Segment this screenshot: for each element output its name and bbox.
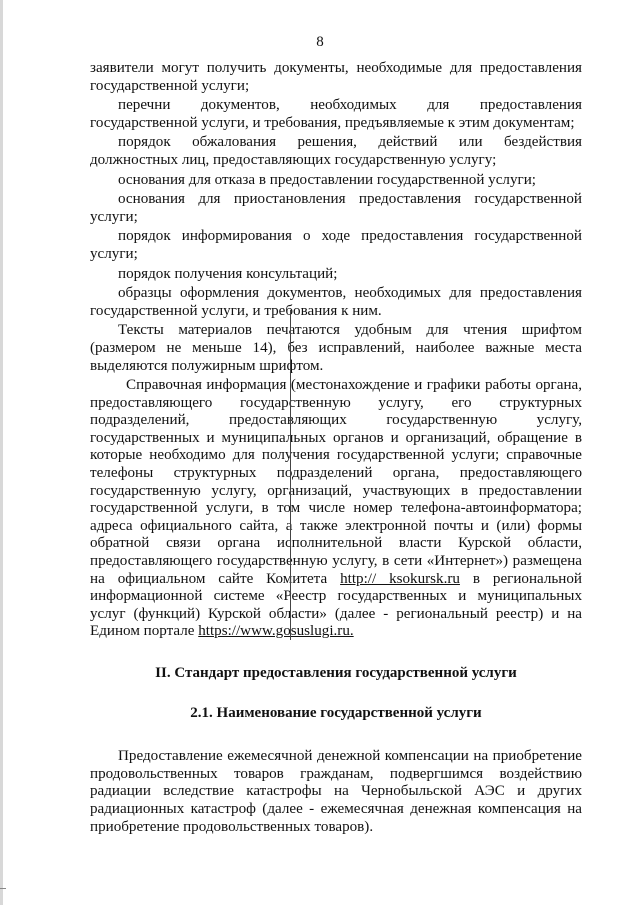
committee-site-link[interactable]: http:// ksokursk.ru bbox=[340, 570, 460, 587]
gosuslugi-portal-link[interactable]: https://www.gosuslugi.ru. bbox=[198, 623, 354, 640]
reference-info-text: Справочная информация (местонахождение и графики работы органа, предоставляющего государственную услугу, его структурных подразделений, предоставляющих государственную услугу, государственных и муниципальных органов и организаций, обращение в которые необходимо для получения государственной услуги; справочные телефоны структурных подразделений органа, предоставляющего государственную услугу, организаций, участвующих в предоставлении государственной услуги, в том числе номер телефона-автоинформатора; адреса официального сайта, а также электронной почты и (или) формы обратной связи органа исполнительной власти Курской области, предоставляющего государственную услугу, в сети «Интернет») размещена на официальном сайте Комитета bbox=[90, 377, 582, 587]
scan-edge-mark bbox=[0, 888, 6, 889]
paragraph-service-name: Предоставление ежемесячной денежной компенсации на приобретение продовольственных товаров гражданам, подвергшимся воздействию радиации вследствие катастрофы на Чернобыльской АЭС и других радиационных катастроф (далее - ежемесячная денежная компенсация на приобретение продовольственных товаров). bbox=[90, 748, 582, 835]
document-body bbox=[90, 60, 582, 838]
paragraph-reference-info bbox=[90, 377, 582, 641]
paragraph-consultations: порядок получения консультаций; bbox=[118, 265, 338, 282]
section-heading: II. Стандарт предоставления государственной услуги bbox=[155, 665, 517, 681]
paragraph-refusal-grounds: основания для отказа в предоставлении государственной услуги; bbox=[118, 171, 536, 188]
paragraph-progress-info: порядок информирования о ходе предоставления государственной услуги; bbox=[90, 228, 582, 262]
paragraph-appeal-procedure: порядок обжалования решения, действий или бездействия должностных лиц, предоставляющих государственную услугу; bbox=[90, 134, 582, 168]
subsection-heading: 2.1. Наименование государственной услуги bbox=[190, 704, 482, 721]
paragraph-print-requirements: Тексты материалов печатаются удобным для чтения шрифтом (размером не меньше 14), без исправлений, наиболее важные места выделяются полужирным шрифтом. bbox=[90, 322, 582, 374]
page-number: 8 bbox=[316, 34, 324, 50]
reference-info-registry-text: в региональной информационной системе «Реестр государственных и муниципальных услуг (функций) Курской области» (далее - региональный реестр) и на Едином портале bbox=[90, 570, 582, 640]
paragraph-document-samples: образцы оформления документов, необходимых для предоставления государственной услуги, и требования к ним. bbox=[90, 285, 582, 319]
paragraph-suspension-grounds: основания для приостановления предоставления государственной услуги; bbox=[90, 191, 582, 225]
scan-left-edge bbox=[0, 0, 3, 905]
paragraph-obtain-documents: заявители могут получить документы, необходимые для предоставления государственной услуги; bbox=[90, 60, 582, 94]
paragraph-document-list: перечни документов, необходимых для предоставления государственной услуги, и требования, предъявляемые к этим документам; bbox=[90, 97, 582, 131]
scan-fold-line bbox=[290, 310, 291, 640]
